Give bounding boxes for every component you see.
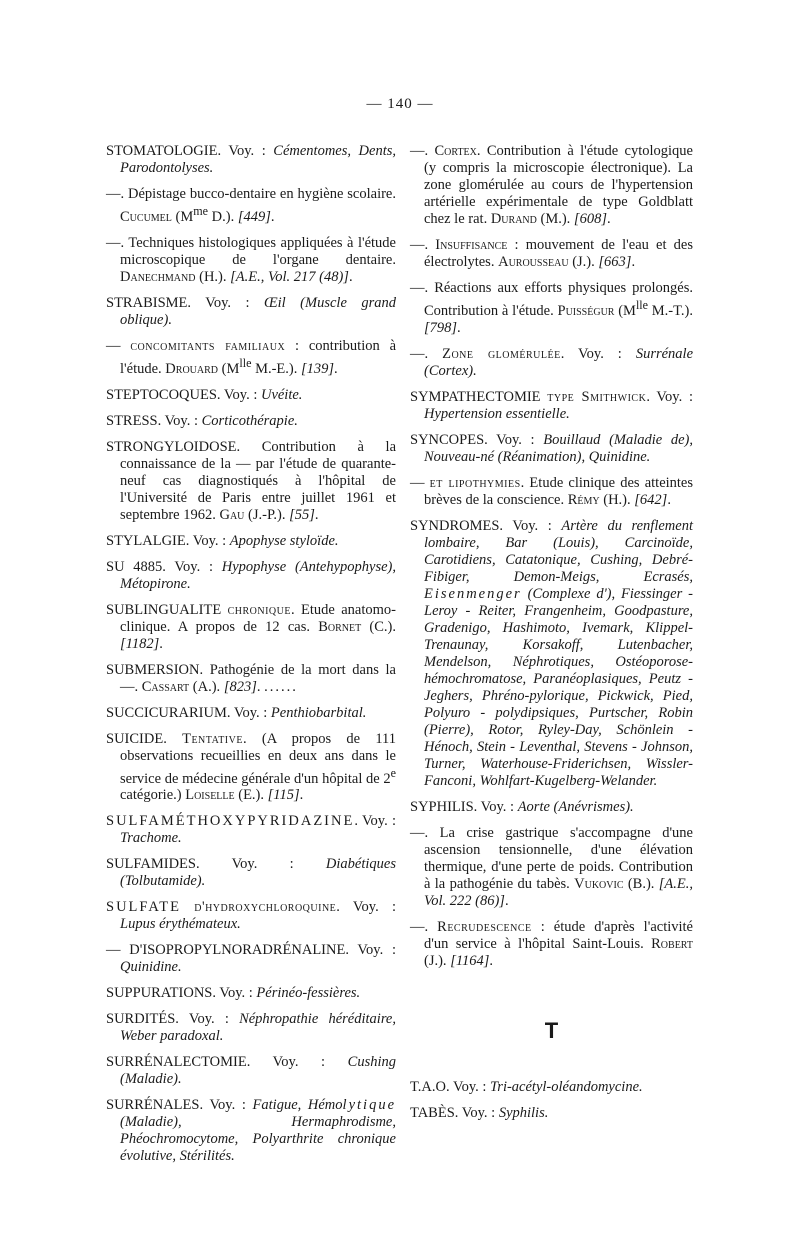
index-entry-surrenalectomie: SURRÉNALECTOMIE. Voy. : Cushing (Maladie). <box>106 1054 396 1088</box>
index-entry-lipothymies: — et lipothymies. Etude clinique des atteintes brèves de la conscience. Rémy (H.). [642]. <box>410 474 694 508</box>
index-entry-sulfamethoxypyridazine: SULFAMÉTHOXYPYRIDAZINE. Voy. : Trachome. <box>106 813 396 847</box>
index-entry-strabisme-concomitants: — concomitants familiaux : contribution à l'étude. Drouard ($M^{lle}$ M.-E.). [139]. <box>106 337 396 377</box>
index-entry-suppurations: SUPPURATIONS. Voy. : Périnéo-fessières. <box>106 985 361 1002</box>
index-entry-strabisme: STRABISME. Voy. : Œil (Muscle grand oblique). <box>106 294 396 328</box>
index-entry-surrenales: SURRÉNALES. Voy. : Fatigue, Hémolytique (Maladie), Hermaphrodisme, Phéochromocytome, Polyarthrite chronique évolutive, Stérilités. <box>106 1097 397 1165</box>
right-column <box>410 143 693 1131</box>
index-entry-recrudescence: —. Recrudescence : étude d'après l'activité d'un service à l'hôpital Saint-Louis. Robert (J.). [1164]. <box>410 918 693 969</box>
letter-heading: T <box>544 1017 559 1043</box>
index-entry-syphilis: SYPHILIS. Voy. : Aorte (Anévrismes). <box>410 798 634 815</box>
index-entry-sulfate: SULFATE d'hydroxychloroquine. Voy. : Lupus érythémateux. <box>106 899 396 933</box>
index-entry-syndromes: SYNDROMES. Voy. : Artère du renflement lombaire, Bar (Louis), Carcinoïde, Carotidiens, Catatonique, Cushing, Debré-Fibiger, Demon-Meigs, Ecrasés, Eisenmenger (Complexe d'), Fiessinger - Leroy - Reiter, Frangenheim, Goodpasture, Gradenigo, Hashimoto, Ivemark, Klippel-Trenaunay, Korsakoff, Lutenbacher, Mendelson, Néphrotiques, Ostéoporose-hémochromatose, Paranéoplasiques, Peutz - Jeghers, Phréno-pylorique, Pickwick, Pied, Polyuro - polydipsiques, Purtscher, Robin (Pierre), Rotor, Ryley-Day, Schönlein - Hénoch, Stein - Leventhal, Stevens - Johnson, Turner, Waterhouse-Friderichsen, Wissler-Fanconi, Wohlfart-Kugelberg-Welander. <box>410 517 693 789</box>
index-entry-cortex: —. Cortex. Contribution à l'étude cytologique (y compris la microscopie électronique). La zone glomérulée au cours de l'hypertension artérielle expérimentale de type Goldblatt chez le rat. Durand (M.). [608]. <box>410 143 693 227</box>
left-column <box>106 143 396 1174</box>
index-entry-sympathectomie: SYMPATHECTOMIE type Smithwick. Voy. : Hypertension essentielle. <box>410 388 693 422</box>
index-entry-su-4885: SU 4885. Voy. : Hypophyse (Antehypophyse), Métopirone. <box>106 558 397 592</box>
index-entry-stylalgie: STYLALGIE. Voy. : Apophyse styloïde. <box>106 532 339 549</box>
index-entry-succicurarium: SUCCICURARIUM. Voy. : Penthiobarbital. <box>106 704 367 721</box>
page-number: — 140 — <box>366 96 434 112</box>
index-entry-syphilis-crise: —. La crise gastrique s'accompagne d'une ascension tensionnelle, d'une élévation thermique, d'une perte de poids. Contribution à la pathogénie du tabès. Vukovic (B.). [A.E., Vol. 222 (86)]. <box>410 824 693 909</box>
index-entry-disopropylnoradrenaline: — D'ISOPROPYLNORADRÉNALINE. Voy. : Quinidine. <box>106 942 396 976</box>
index-entry-reactions: —. Réactions aux efforts physiques prolongés. Contribution à l'étude. Puisségur ($M^{lle}$ M.-T.). [798]. <box>410 280 693 336</box>
index-entry-sublingualite: SUBLINGUALITE chronique. Etude anatomo-clinique. A propos de 12 cas. Bornet (C.). [1182]. <box>106 601 396 652</box>
index-entry-tao: T.A.O. Voy. : Tri-acétyl-oléandomycine. <box>410 1078 643 1095</box>
index-entry-stress: STRESS. Voy. : Corticothérapie. <box>106 412 298 429</box>
index-entry-zone-glomerulee: —. Zone glomérulée. Voy. : Surrénale (Cortex). <box>410 345 693 379</box>
index-entry-insuffisance: —. Insuffisance : mouvement de l'eau et des électrolytes. Aurousseau (J.). [663]. <box>410 237 693 270</box>
index-entry-steptocoques: STEPTOCOQUES. Voy. : Uvéite. <box>106 386 303 403</box>
index-entry-stomatologie: STOMATOLOGIE. Voy. : Cémentomes, Dents, Parodontolyses. <box>106 143 397 176</box>
t-entries <box>410 1079 693 1122</box>
index-entry-suicide: SUICIDE. Tentative. (A propos de 111 observations recueillies en deux ans dans le service de médecine générale d'un hôpital de 2e catégorie.) Loiselle (E.). [115]. <box>106 730 396 804</box>
index-entry-syncopes: SYNCOPES. Voy. : Bouillaud (Maladie de), Nouveau-né (Réanimation), Quinidine. <box>410 431 693 465</box>
right-entries <box>410 143 693 970</box>
index-entry-surdites: SURDITÉS. Voy. : Néphropathie héréditaire, Weber paradoxal. <box>106 1011 396 1045</box>
index-entry-stomatologie-depistage: —. Dépistage bucco-dentaire en hygiène scolaire. Cucumel ($M^{me}$ D.). [449]. <box>106 186 396 225</box>
index-entry-tabes: TABÈS. Voy. : Syphilis. <box>410 1104 549 1121</box>
index-entry-strongyloidose: STRONGYLOIDOSE. Contribution à la connaissance de la — par l'étude de quarante-neuf cas diagnostiqués à l'hôpital de l'Université de Paris entre juillet 1961 et septembre 1962. Gau (J.-P.). [55]. <box>106 438 396 523</box>
index-entry-sulfamides: SULFAMIDES. Voy. : Diabétiques (Tolbutamide). <box>106 856 396 890</box>
index-entry-stomatologie-techniques: —. Techniques histologiques appliquées à l'étude microscopique de l'organe dentaire. Danechmand (H.). [A.E., Vol. 217 (48)]. <box>106 234 396 285</box>
index-entry-submersion: SUBMERSION. Pathogénie de la mort dans la —. Cassart (A.). [823]. ...... <box>106 661 396 695</box>
